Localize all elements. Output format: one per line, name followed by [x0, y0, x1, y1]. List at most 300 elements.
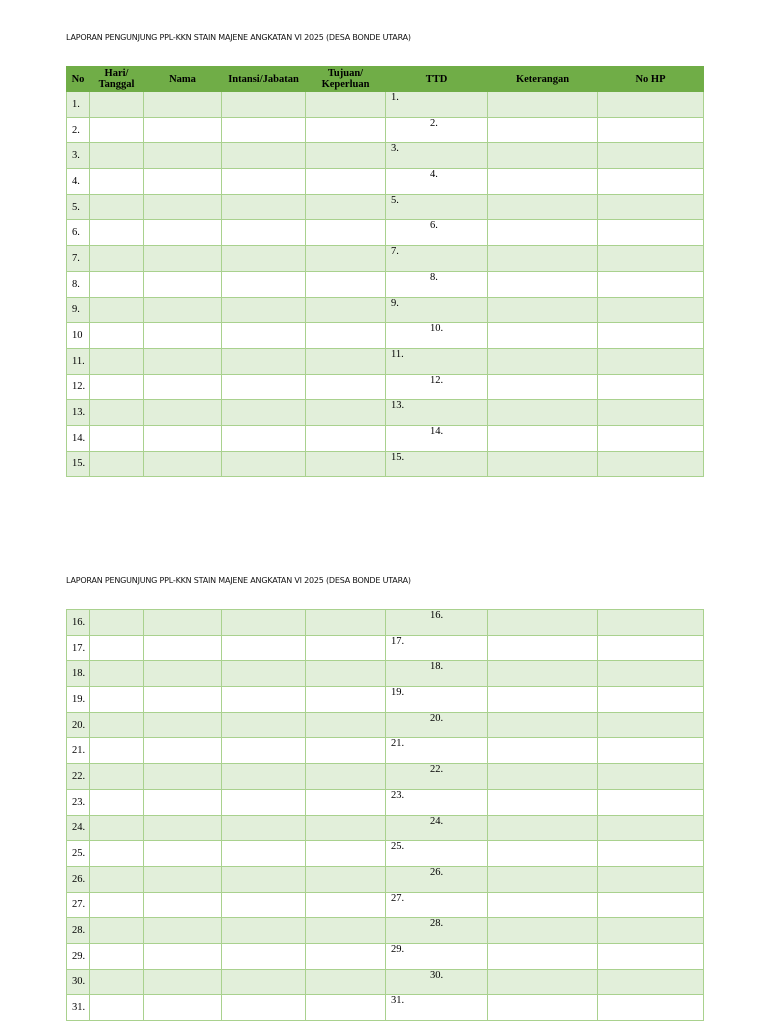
table-body [67, 92, 704, 477]
nama-cell[interactable] [144, 687, 222, 713]
header-hari-tanggal: Hari/ Tanggal [90, 67, 144, 92]
row-number: 25. [67, 841, 90, 867]
tujuan-cell[interactable] [306, 866, 386, 892]
hari-tanggal-cell[interactable] [90, 661, 144, 687]
keterangan-cell[interactable] [488, 400, 598, 426]
row-number: 1. [67, 92, 90, 118]
ttd-cell[interactable] [386, 92, 488, 118]
keterangan-cell[interactable] [488, 169, 598, 195]
tujuan-cell[interactable] [306, 738, 386, 764]
nohp-cell[interactable] [598, 789, 704, 815]
ttd-number: 6. [430, 220, 438, 232]
instansi-cell[interactable] [222, 866, 306, 892]
nohp-cell[interactable] [598, 764, 704, 790]
keterangan-cell[interactable] [488, 297, 598, 323]
table-row [67, 815, 704, 841]
ttd-number: 7. [391, 246, 399, 258]
ttd-number: 18. [430, 661, 444, 673]
nama-cell[interactable] [144, 323, 222, 349]
row-number: 12. [67, 374, 90, 400]
nama-cell[interactable] [144, 918, 222, 944]
tujuan-cell[interactable] [306, 323, 386, 349]
tujuan-cell[interactable] [306, 374, 386, 400]
row-number: 17. [67, 635, 90, 661]
hari-tanggal-cell[interactable] [90, 969, 144, 995]
ttd-number: 20. [430, 712, 444, 724]
table-row [67, 995, 704, 1021]
tujuan-cell[interactable] [306, 841, 386, 867]
nohp-cell[interactable] [598, 425, 704, 451]
ttd-cell[interactable] [386, 348, 488, 374]
nama-cell[interactable] [144, 943, 222, 969]
keterangan-cell[interactable] [488, 143, 598, 169]
table-row [67, 194, 704, 220]
hari-tanggal-cell[interactable] [90, 425, 144, 451]
table-row [67, 92, 704, 118]
hari-tanggal-cell[interactable] [90, 297, 144, 323]
ttd-number: 25. [391, 841, 405, 853]
nohp-cell[interactable] [598, 323, 704, 349]
nama-cell[interactable] [144, 425, 222, 451]
nama-cell[interactable] [144, 246, 222, 272]
keterangan-cell[interactable] [488, 892, 598, 918]
ttd-number: 10. [430, 323, 444, 335]
header-tujuan: Tujuan/ Keperluan [306, 67, 386, 92]
ttd-cell[interactable] [386, 374, 488, 400]
nohp-cell[interactable] [598, 815, 704, 841]
keterangan-cell[interactable] [488, 841, 598, 867]
keterangan-cell[interactable] [488, 712, 598, 738]
tujuan-cell[interactable] [306, 400, 386, 426]
tujuan-cell[interactable] [306, 764, 386, 790]
table-row [67, 764, 704, 790]
ttd-number: 16. [430, 610, 444, 621]
hari-tanggal-cell[interactable] [90, 143, 144, 169]
ttd-cell[interactable] [386, 143, 488, 169]
keterangan-cell[interactable] [488, 661, 598, 687]
page-title: LAPORAN PENGUNJUNG PPL-KKN STAIN MAJENE ANGKATAN VI 2025 (DESA BONDE UTARA) [66, 33, 411, 42]
instansi-cell[interactable] [222, 374, 306, 400]
table-row [67, 841, 704, 867]
ttd-number: 24. [430, 815, 444, 827]
instansi-cell[interactable] [222, 348, 306, 374]
nama-cell[interactable] [144, 194, 222, 220]
keterangan-cell[interactable] [488, 348, 598, 374]
hari-tanggal-cell[interactable] [90, 400, 144, 426]
nama-cell[interactable] [144, 995, 222, 1021]
ttd-cell[interactable] [386, 661, 488, 687]
tujuan-cell[interactable] [306, 610, 386, 636]
ttd-number: 14. [430, 425, 444, 437]
table-row [67, 610, 704, 636]
table-row [67, 687, 704, 713]
row-number: 29. [67, 943, 90, 969]
ttd-cell[interactable] [386, 892, 488, 918]
ttd-cell[interactable] [386, 738, 488, 764]
hari-tanggal-cell[interactable] [90, 841, 144, 867]
ttd-cell[interactable] [386, 995, 488, 1021]
ttd-cell[interactable] [386, 764, 488, 790]
nama-cell[interactable] [144, 374, 222, 400]
nohp-cell[interactable] [598, 918, 704, 944]
instansi-cell[interactable] [222, 969, 306, 995]
ttd-cell[interactable] [386, 169, 488, 195]
hari-tanggal-cell[interactable] [90, 220, 144, 246]
instansi-cell[interactable] [222, 738, 306, 764]
nohp-cell[interactable] [598, 451, 704, 477]
instansi-cell[interactable] [222, 661, 306, 687]
keterangan-cell[interactable] [488, 995, 598, 1021]
table-row [67, 451, 704, 477]
instansi-cell[interactable] [222, 92, 306, 118]
row-number: 19. [67, 687, 90, 713]
nama-cell[interactable] [144, 451, 222, 477]
nama-cell[interactable] [144, 220, 222, 246]
tujuan-cell[interactable] [306, 194, 386, 220]
table-row [67, 712, 704, 738]
keterangan-cell[interactable] [488, 969, 598, 995]
tujuan-cell[interactable] [306, 687, 386, 713]
row-number: 9. [67, 297, 90, 323]
tujuan-cell[interactable] [306, 271, 386, 297]
ttd-cell[interactable] [386, 194, 488, 220]
ttd-cell[interactable] [386, 400, 488, 426]
ttd-cell[interactable] [386, 117, 488, 143]
tujuan-cell[interactable] [306, 143, 386, 169]
table-body [67, 610, 704, 1021]
ttd-cell[interactable] [386, 687, 488, 713]
instansi-cell[interactable] [222, 220, 306, 246]
header-keterangan: Keterangan [488, 67, 598, 92]
instansi-cell[interactable] [222, 687, 306, 713]
ttd-cell[interactable] [386, 323, 488, 349]
nama-cell[interactable] [144, 92, 222, 118]
ttd-cell[interactable] [386, 425, 488, 451]
nama-cell[interactable] [144, 712, 222, 738]
keterangan-cell[interactable] [488, 220, 598, 246]
instansi-cell[interactable] [222, 943, 306, 969]
hari-tanggal-cell[interactable] [90, 866, 144, 892]
hari-tanggal-cell[interactable] [90, 943, 144, 969]
hari-tanggal-cell[interactable] [90, 92, 144, 118]
nohp-cell[interactable] [598, 610, 704, 636]
ttd-cell[interactable] [386, 943, 488, 969]
hari-tanggal-cell[interactable] [90, 246, 144, 272]
ttd-cell[interactable] [386, 841, 488, 867]
table-row [67, 271, 704, 297]
nohp-cell[interactable] [598, 687, 704, 713]
instansi-cell[interactable] [222, 194, 306, 220]
tujuan-cell[interactable] [306, 246, 386, 272]
tujuan-cell[interactable] [306, 297, 386, 323]
instansi-cell[interactable] [222, 841, 306, 867]
table-row [67, 374, 704, 400]
keterangan-cell[interactable] [488, 918, 598, 944]
row-number: 15. [67, 451, 90, 477]
table-row [67, 969, 704, 995]
table-row [67, 943, 704, 969]
header-instansi: Intansi/Jabatan [222, 67, 306, 92]
nama-cell[interactable] [144, 866, 222, 892]
tujuan-cell[interactable] [306, 220, 386, 246]
nohp-cell[interactable] [598, 635, 704, 661]
instansi-cell[interactable] [222, 610, 306, 636]
instansi-cell[interactable] [222, 323, 306, 349]
ttd-cell[interactable] [386, 610, 488, 636]
instansi-cell[interactable] [222, 995, 306, 1021]
table-row [67, 297, 704, 323]
keterangan-cell[interactable] [488, 866, 598, 892]
ttd-number: 1. [391, 92, 399, 103]
nama-cell[interactable] [144, 841, 222, 867]
hari-tanggal-cell[interactable] [90, 918, 144, 944]
nohp-cell[interactable] [598, 400, 704, 426]
nama-cell[interactable] [144, 400, 222, 426]
nohp-cell[interactable] [598, 995, 704, 1021]
nama-cell[interactable] [144, 815, 222, 841]
instansi-cell[interactable] [222, 117, 306, 143]
nohp-cell[interactable] [598, 297, 704, 323]
instansi-cell[interactable] [222, 635, 306, 661]
table-row [67, 348, 704, 374]
row-number: 2. [67, 117, 90, 143]
row-number: 31. [67, 995, 90, 1021]
keterangan-cell[interactable] [488, 425, 598, 451]
instansi-cell[interactable] [222, 271, 306, 297]
tujuan-cell[interactable] [306, 995, 386, 1021]
hari-tanggal-cell[interactable] [90, 169, 144, 195]
nohp-cell[interactable] [598, 969, 704, 995]
nama-cell[interactable] [144, 143, 222, 169]
keterangan-cell[interactable] [488, 764, 598, 790]
nama-cell[interactable] [144, 789, 222, 815]
hari-tanggal-cell[interactable] [90, 374, 144, 400]
keterangan-cell[interactable] [488, 610, 598, 636]
ttd-number: 29. [391, 943, 405, 955]
instansi-cell[interactable] [222, 169, 306, 195]
nohp-cell[interactable] [598, 661, 704, 687]
instansi-cell[interactable] [222, 400, 306, 426]
hari-tanggal-cell[interactable] [90, 635, 144, 661]
nohp-cell[interactable] [598, 712, 704, 738]
keterangan-cell[interactable] [488, 194, 598, 220]
row-number: 28. [67, 918, 90, 944]
keterangan-cell[interactable] [488, 323, 598, 349]
tujuan-cell[interactable] [306, 92, 386, 118]
visitor-table-2 [66, 609, 704, 1021]
ttd-cell[interactable] [386, 712, 488, 738]
hari-tanggal-cell[interactable] [90, 892, 144, 918]
ttd-number: 5. [391, 194, 399, 206]
ttd-number: 2. [430, 117, 438, 129]
keterangan-cell[interactable] [488, 246, 598, 272]
keterangan-cell[interactable] [488, 117, 598, 143]
tujuan-cell[interactable] [306, 451, 386, 477]
nohp-cell[interactable] [598, 943, 704, 969]
keterangan-cell[interactable] [488, 92, 598, 118]
table-row [67, 246, 704, 272]
nama-cell[interactable] [144, 892, 222, 918]
tujuan-cell[interactable] [306, 117, 386, 143]
instansi-cell[interactable] [222, 712, 306, 738]
hari-tanggal-cell[interactable] [90, 815, 144, 841]
nohp-cell[interactable] [598, 866, 704, 892]
nohp-cell[interactable] [598, 169, 704, 195]
row-number: 27. [67, 892, 90, 918]
tujuan-cell[interactable] [306, 789, 386, 815]
table-row [67, 323, 704, 349]
hari-tanggal-cell[interactable] [90, 451, 144, 477]
nohp-cell[interactable] [598, 194, 704, 220]
header-ttd: TTD [386, 67, 488, 92]
ttd-cell[interactable] [386, 969, 488, 995]
nohp-cell[interactable] [598, 348, 704, 374]
table-row [67, 220, 704, 246]
table-row [67, 738, 704, 764]
tujuan-cell[interactable] [306, 918, 386, 944]
nohp-cell[interactable] [598, 738, 704, 764]
nohp-cell[interactable] [598, 92, 704, 118]
keterangan-cell[interactable] [488, 789, 598, 815]
nama-cell[interactable] [144, 117, 222, 143]
table-row [67, 143, 704, 169]
keterangan-cell[interactable] [488, 374, 598, 400]
instansi-cell[interactable] [222, 246, 306, 272]
hari-tanggal-cell[interactable] [90, 995, 144, 1021]
nama-cell[interactable] [144, 738, 222, 764]
ttd-number: 28. [430, 918, 444, 930]
ttd-number: 19. [391, 687, 405, 699]
ttd-cell[interactable] [386, 246, 488, 272]
instansi-cell[interactable] [222, 815, 306, 841]
instansi-cell[interactable] [222, 143, 306, 169]
keterangan-cell[interactable] [488, 943, 598, 969]
instansi-cell[interactable] [222, 764, 306, 790]
hari-tanggal-cell[interactable] [90, 738, 144, 764]
nama-cell[interactable] [144, 764, 222, 790]
instansi-cell[interactable] [222, 918, 306, 944]
ttd-number: 26. [430, 866, 444, 878]
hari-tanggal-cell[interactable] [90, 194, 144, 220]
nohp-cell[interactable] [598, 143, 704, 169]
hari-tanggal-cell[interactable] [90, 323, 144, 349]
nama-cell[interactable] [144, 297, 222, 323]
hari-tanggal-cell[interactable] [90, 764, 144, 790]
hari-tanggal-cell[interactable] [90, 348, 144, 374]
row-number: 11. [67, 348, 90, 374]
keterangan-cell[interactable] [488, 815, 598, 841]
nohp-cell[interactable] [598, 246, 704, 272]
keterangan-cell[interactable] [488, 271, 598, 297]
ttd-cell[interactable] [386, 297, 488, 323]
table-row [67, 425, 704, 451]
row-number: 22. [67, 764, 90, 790]
page-title: LAPORAN PENGUNJUNG PPL-KKN STAIN MAJENE ANGKATAN VI 2025 (DESA BONDE UTARA) [66, 576, 411, 585]
nohp-cell[interactable] [598, 892, 704, 918]
tujuan-cell[interactable] [306, 661, 386, 687]
row-number: 7. [67, 246, 90, 272]
table-header-row [67, 67, 704, 92]
hari-tanggal-cell[interactable] [90, 117, 144, 143]
hari-tanggal-cell[interactable] [90, 712, 144, 738]
nohp-cell[interactable] [598, 220, 704, 246]
nama-cell[interactable] [144, 661, 222, 687]
tujuan-cell[interactable] [306, 943, 386, 969]
row-number: 26. [67, 866, 90, 892]
nama-cell[interactable] [144, 969, 222, 995]
hari-tanggal-cell[interactable] [90, 271, 144, 297]
nama-cell[interactable] [144, 169, 222, 195]
row-number: 3. [67, 143, 90, 169]
visitor-table-1 [66, 66, 704, 477]
ttd-cell[interactable] [386, 789, 488, 815]
ttd-cell[interactable] [386, 918, 488, 944]
keterangan-cell[interactable] [488, 738, 598, 764]
nama-cell[interactable] [144, 610, 222, 636]
ttd-cell[interactable] [386, 451, 488, 477]
table-row [67, 918, 704, 944]
nama-cell[interactable] [144, 348, 222, 374]
instansi-cell[interactable] [222, 451, 306, 477]
tujuan-cell[interactable] [306, 425, 386, 451]
ttd-number: 22. [430, 764, 444, 776]
row-number: 18. [67, 661, 90, 687]
ttd-cell[interactable] [386, 271, 488, 297]
row-number: 23. [67, 789, 90, 815]
tujuan-cell[interactable] [306, 169, 386, 195]
nohp-cell[interactable] [598, 841, 704, 867]
row-number: 13. [67, 400, 90, 426]
ttd-number: 11. [391, 348, 404, 360]
hari-tanggal-cell[interactable] [90, 789, 144, 815]
tujuan-cell[interactable] [306, 969, 386, 995]
table-row [67, 400, 704, 426]
tujuan-cell[interactable] [306, 892, 386, 918]
ttd-number: 17. [391, 635, 405, 647]
instansi-cell[interactable] [222, 892, 306, 918]
hari-tanggal-cell[interactable] [90, 687, 144, 713]
ttd-number: 15. [391, 451, 405, 463]
instansi-cell[interactable] [222, 789, 306, 815]
tujuan-cell[interactable] [306, 635, 386, 661]
keterangan-cell[interactable] [488, 687, 598, 713]
ttd-cell[interactable] [386, 220, 488, 246]
ttd-number: 27. [391, 892, 405, 904]
nohp-cell[interactable] [598, 117, 704, 143]
tujuan-cell[interactable] [306, 348, 386, 374]
nohp-cell[interactable] [598, 271, 704, 297]
header-nohp: No HP [598, 67, 704, 92]
ttd-cell[interactable] [386, 635, 488, 661]
instansi-cell[interactable] [222, 425, 306, 451]
tujuan-cell[interactable] [306, 712, 386, 738]
row-number: 24. [67, 815, 90, 841]
nama-cell[interactable] [144, 635, 222, 661]
keterangan-cell[interactable] [488, 451, 598, 477]
nohp-cell[interactable] [598, 374, 704, 400]
keterangan-cell[interactable] [488, 635, 598, 661]
ttd-cell[interactable] [386, 866, 488, 892]
ttd-number: 4. [430, 169, 438, 181]
hari-tanggal-cell[interactable] [90, 610, 144, 636]
row-number: 6. [67, 220, 90, 246]
table-row [67, 635, 704, 661]
nama-cell[interactable] [144, 271, 222, 297]
instansi-cell[interactable] [222, 297, 306, 323]
ttd-number: 3. [391, 143, 399, 155]
tujuan-cell[interactable] [306, 815, 386, 841]
ttd-cell[interactable] [386, 815, 488, 841]
